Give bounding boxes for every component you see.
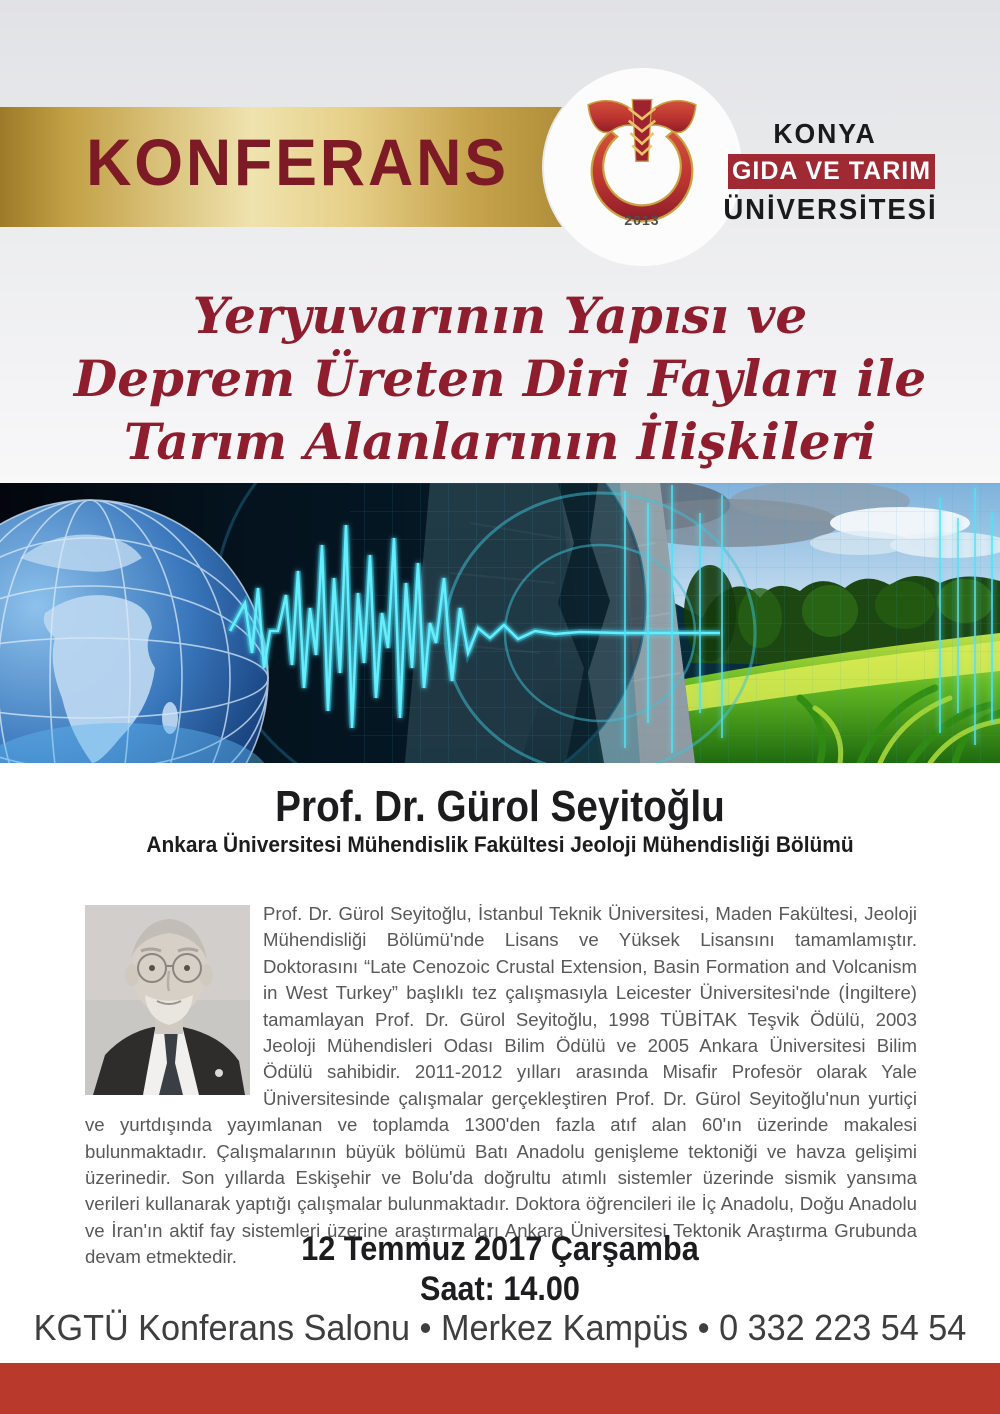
speaker-portrait xyxy=(85,905,250,1095)
university-name-middle: GIDA VE TARIM xyxy=(728,154,935,189)
university-name-bottom: ÜNİVERSİTESİ xyxy=(723,194,938,226)
talk-title xyxy=(0,284,1000,473)
talk-title-line3: Tarım Alanlarının İlişkileri xyxy=(123,412,877,471)
speaker-bio-section xyxy=(85,901,917,1271)
event-time: Saat: 14.00 xyxy=(420,1270,580,1308)
event-date: 12 Temmuz 2017 Çarşamba xyxy=(301,1230,699,1268)
logo-year: 2013 xyxy=(624,212,660,228)
speaker-bio-text: Prof. Dr. Gürol Seyitoğlu, İstanbul Teknik Üniversitesi, Maden Fakültesi, Jeoloji Mühendisliği Bölümü'nde Lisans ve Yüksek Lisansını tamamlamıştır. Doktorasını “Late Cenozoic Crustal Extension, Basin Formation and Volcanism in West Turkey” başlıklı tez çalışmasıyla Leicester Üniversitesi'nde (İngiltere) tamamlayan Prof. Dr. Gürol Seyitoğlu, 1998 TÜBİTAK Teşvik Ödülü, 2003 Jeoloji Mühendisleri Odası Bilim Ödülü ve 2005 Ankara Üniversitesi Bilim Ödülü sahibidir. 2011-2012 yılları arasında Misafir Profesör olarak Yale Üniversitesinde çalışmalar gerçekleştiren Prof. Dr. Gürol Seyitoğlu'nun yurtiçi ve yurtdışında yayımlanan ve toplamda 1300'den fazla atıf alan 60'ın üzerinde makalesi bulunmaktadır. Çalışmalarının büyük bölümü Batı Anadolu genişleme tektoniği ve havza gelişimi üzerinedir. Son yıllarda Eskişehir ve Bolu'da doğrultu atımlı sistemler üzerinde sismik yansıma verileri kullanarak yaptığı çalışmalar bulunmaktadır. Doktora öğrencileri ile İç Anadolu, Doğu Anadolu ve İran'ın aktif fay sistemleri üzerine araştırmaları Ankara Üniversitesi Tektonik Araştırma Grubunda devam etmektedir. xyxy=(85,903,917,1268)
speaker-affiliation: Ankara Üniversitesi Mühendislik Fakültesi Jeoloji Mühendisliği Bölümü xyxy=(146,832,854,857)
university-logo-icon xyxy=(566,96,718,224)
footer-red-bar xyxy=(0,1363,1000,1414)
talk-title-line2: Deprem Üreten Diri Fayları ile xyxy=(73,349,927,408)
speaker-name: Prof. Dr. Gürol Seyitoğlu xyxy=(275,782,725,831)
hero-image xyxy=(0,483,1000,763)
event-venue: KGTÜ Konferans Salonu • Merkez Kampüs • 0 332 223 54 54 xyxy=(33,1307,967,1348)
university-name-city: KONYA xyxy=(773,118,877,149)
banner-title: KONFERANS xyxy=(86,125,509,199)
talk-title-line1: Yeryuvarının Yapısı ve xyxy=(192,286,808,345)
